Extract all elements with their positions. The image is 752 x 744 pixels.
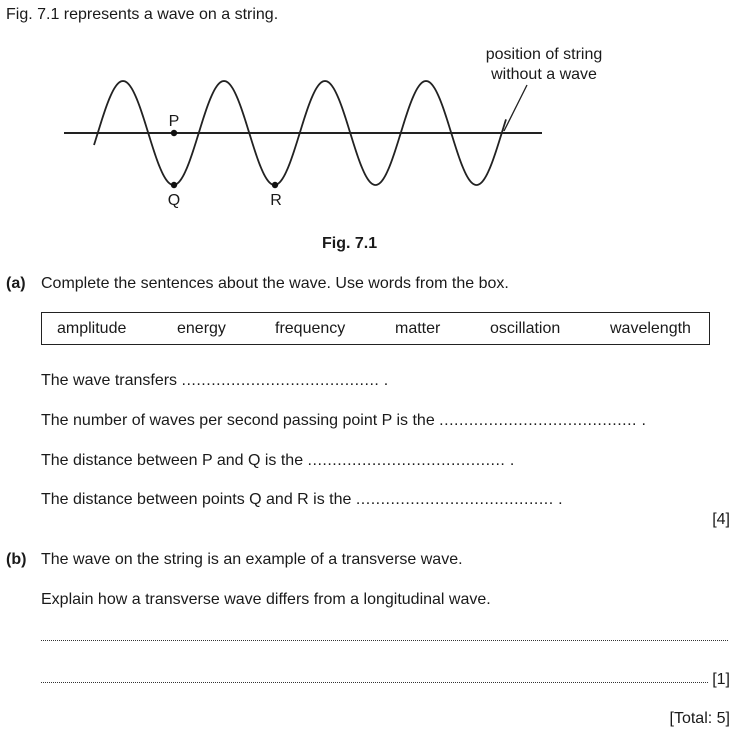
part-b-marks: [1] <box>712 671 730 688</box>
sentence-2-blank[interactable]: ........................................ <box>439 412 637 429</box>
word-box-item: matter <box>395 320 441 337</box>
part-a-marks: [4] <box>712 511 730 528</box>
sentence-4-end: . <box>558 491 563 508</box>
point-r-label: R <box>270 192 282 209</box>
sentence-3 <box>41 452 514 470</box>
word-box-item: energy <box>177 320 226 337</box>
answer-line-1[interactable] <box>41 640 728 641</box>
sentence-2-end: . <box>641 412 646 429</box>
sentence-3-end: . <box>509 452 515 469</box>
sentence-4 <box>41 491 563 509</box>
annotation-line2: without a wave <box>491 66 597 83</box>
sentence-4-blank[interactable]: ........................................ <box>355 491 554 508</box>
sentence-1-blank[interactable]: ........................................ <box>181 372 380 389</box>
total-marks: [Total: 5] <box>669 710 730 727</box>
annotation-pointer-line <box>504 85 527 131</box>
annotation-line1: position of string <box>485 46 603 63</box>
answer-line-2[interactable] <box>41 682 708 683</box>
sentence-1 <box>41 372 388 390</box>
sentence-3-text: The distance between P and Q is the <box>41 452 304 469</box>
sentence-4-text: The distance between points Q and R is the <box>41 491 352 508</box>
point-q-label: Q <box>167 192 181 209</box>
part-b-question: Explain how a transverse wave differs from a longitudinal wave. <box>41 591 491 608</box>
wave-diagram <box>0 40 752 255</box>
point-r-dot <box>272 182 278 188</box>
word-box-item: oscillation <box>490 320 561 337</box>
figure-caption: Fig. 7.1 <box>322 235 378 252</box>
sentence-1-text: The wave transfers <box>41 372 178 389</box>
sentence-3-blank[interactable]: ........................................ <box>307 452 506 469</box>
word-box-item: amplitude <box>57 320 127 337</box>
part-a-label: (a) <box>6 275 26 292</box>
word-box <box>41 312 710 345</box>
sentence-1-end: . <box>383 372 389 389</box>
part-a-instruction: Complete the sentences about the wave. Use words from the box. <box>41 275 509 292</box>
part-b-label: (b) <box>6 551 27 568</box>
point-p-label: P <box>168 113 180 130</box>
part-b-statement: The wave on the string is an example of a transverse wave. <box>41 551 463 568</box>
word-box-item: wavelength <box>610 320 691 337</box>
sentence-2-text: The number of waves per second passing point P is the <box>41 412 435 429</box>
point-q-dot <box>171 182 177 188</box>
word-box-item: frequency <box>275 320 346 337</box>
point-p-dot <box>171 130 177 136</box>
intro-text: Fig. 7.1 represents a wave on a string. <box>6 6 279 23</box>
sentence-2 <box>41 412 646 430</box>
